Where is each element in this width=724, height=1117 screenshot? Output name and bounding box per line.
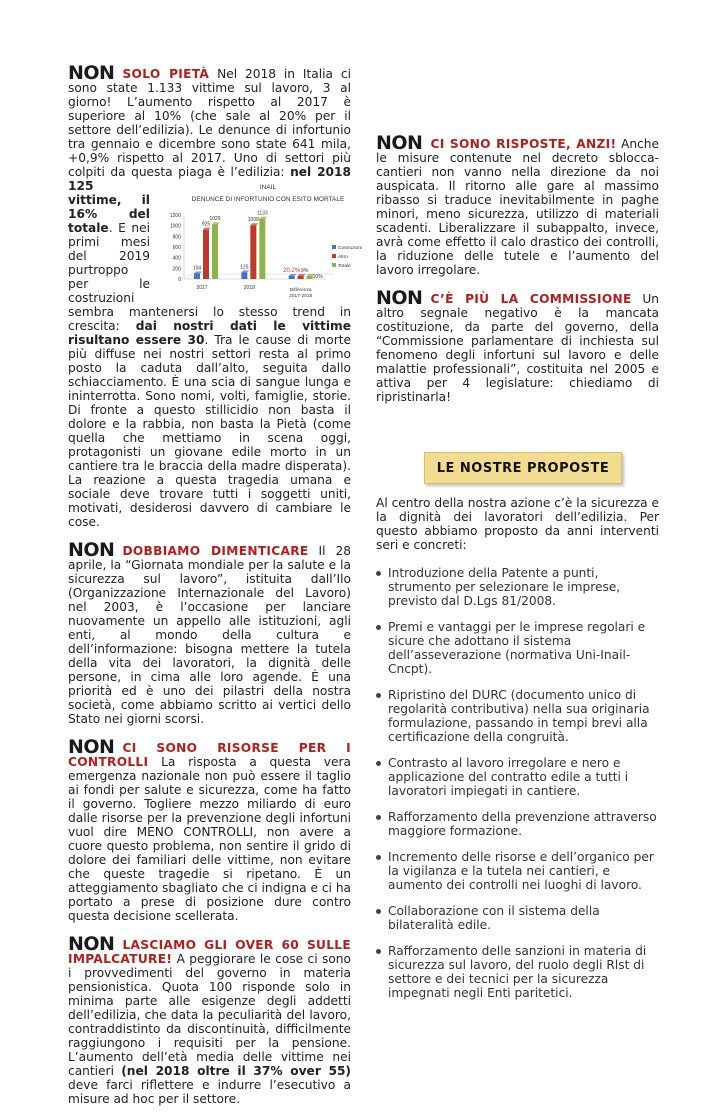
chart-legend-label: Altro — [338, 255, 348, 260]
chart-legend-label: Totale — [338, 264, 351, 269]
chart-bar-top — [259, 217, 267, 219]
chart-ytick: 600 — [172, 245, 181, 251]
chart-ytick: 800 — [172, 234, 181, 241]
chart-data-label: 104 — [192, 265, 202, 272]
chart-data-label: 10% — [312, 274, 323, 280]
chart-legend-label: Costruzioni — [338, 246, 362, 251]
section-commissione — [376, 287, 659, 404]
chart-ytick: 0 — [178, 277, 181, 283]
chart-data-label: 20.2% — [283, 268, 301, 274]
chart-category-label: 2017 — [196, 285, 208, 291]
body-text: Nel 2018 in Italia ci sono state 1.133 vittime sul lavoro, 3 al giorno! L’aumento rispetto al 2017 è superiore al 10% (che sale al 20% per il settore dell’edilizia). Le denunce di infortunio tra gennaio e dicembre sono state 641 mila, +0,9% rispetto al 2017. Uno di settori più colpiti da questa piaga è l’edilizia: — [68, 67, 351, 179]
chart-data-label: 125 — [240, 264, 249, 271]
non-label: NON — [68, 736, 115, 758]
right-column — [376, 66, 659, 415]
chart-svg — [156, 181, 363, 301]
section-dimenticare — [68, 539, 351, 726]
list-item: Premi e vantaggi per le imprese regolari e sicure che adottano il sistema dell’asseverazione (normativa Uni-Inail-Cncpt). — [376, 620, 659, 676]
section-risposte — [376, 132, 659, 277]
section-heading: CI SONO RISPOSTE, ANZI! — [430, 137, 617, 151]
non-label: NON — [68, 933, 115, 955]
body-text: La risposta a questa vera emergenza nazionale non può essere il taglio ai fondi per salute e sicurezza, come ha fatto il governo. Togliere mezzo miliardo di euro dalle risorse per la prevenzione degli infortuni vuol dire MENO CONTROLLI, non avere a cuore questo problema, non sentire il grido di dolore dei familiari delle vittime, non evitare che queste tragedie si ripetano. È un atteggiamento sbagliato che ci indigna e ci ha portato a prese di posizione dure contro questa decisione scellerata. — [68, 755, 352, 923]
chart-bar-top — [194, 271, 202, 273]
chart-bar — [250, 225, 256, 279]
section-solo-pieta — [68, 62, 362, 529]
body-text: Il 28 aprile, la “Giornata mondiale per la salute e la sicurezza sul lavoro”, istituita dall’Ilo (Organizzazione Internazionale del Lavoro) nel 2003, è l’occasione per lanciare nuovamente un appello alle istituzioni, agli enti, al mondo della cultura e dell’informazione: bisogna mettere la tutela della vita dei lavoratori, la dignità delle persone, in cima alle loro agende. È una priorità ed è uno dei pilastri della nostra società, come abbiamo scritto ai vertici dello Stato nei giorni scorsi. — [68, 544, 351, 726]
section-heading: LASCIAMO GLI OVER 60 SULLE IMPALCATURE! — [68, 938, 351, 966]
non-label: NON — [68, 539, 115, 561]
body-text: deve farci riflettere e indurre l’esecutivo a misure ad hoc per il settore. — [68, 1078, 351, 1106]
left-column — [68, 62, 362, 1117]
list-item: Rafforzamento delle sanzioni in materia di sicurezza sul lavoro, del ruolo degli Rlst di settore e dei tecnici per la sicurezza impegnati negli Enti paritetici. — [376, 944, 659, 1000]
body-text: . E nei primi mesi del 2019 purtroppo per le costruzioni sembra mantenersi lo stesso trend in crescita: — [68, 221, 351, 333]
chart-ytick: 200 — [172, 266, 181, 273]
body-text: A peggiorare le cose ci sono i provvedimenti del governo in materia pensionistica. Quota 100 risponde solo in minima parte alle esigenze degli addetti dell’edilizia, che data la peculiarità del lavoro, contraddistinto da discontinuità, difficilmente raggiungono i requisiti per la pensione. L’aumento dell’età media delle vittime nei cantieri — [68, 952, 351, 1078]
section-heading: C’È PIÙ LA COMMISSIONE — [430, 292, 632, 306]
list-item: Contrasto al lavoro irregolare e nero e applicazione del contratto edile a tutti i lavoratori impiegati in cantiere. — [376, 756, 659, 798]
body-text: Un altro segnale negativo è la mancata costituzione, da parte del governo, della “Commissione parlamentare di inchiesta sul fenomeno degli infortuni sul lavoro e delle malattie professionali”, costituita nel 2005 e attiva per 4 legislature: chiediamo di ripristinarla! — [376, 292, 659, 404]
chart-title: INAIL — [259, 184, 277, 191]
bold-text: dai nostri dati le vittime risultano essere 30 — [68, 319, 352, 347]
chart-bar — [298, 276, 304, 279]
chart-bar-top — [250, 223, 258, 225]
chart-bar — [289, 276, 295, 279]
chart-bar — [212, 224, 218, 279]
chart-bar — [259, 219, 265, 279]
proposals-list — [376, 566, 659, 1000]
proposals-intro: Al centro della nostra azione c’è la sicurezza e la dignità dei lavoratori dell’edilizia. Per questo abbiamo proposto da anni interventi seri e concreti: — [376, 496, 659, 552]
chart-data-label: 9% — [301, 268, 309, 274]
bold-text: (nel 2018 oltre il 37% over 55) — [121, 1064, 352, 1078]
section-over60 — [68, 933, 352, 1106]
non-label: NON — [68, 62, 115, 84]
chart-bar-top — [289, 274, 297, 276]
list-item: Ripristino del DURC (documento unico di regolarità contributiva) nella sua originaria formulazione, passando in tempi brevi alla certificazione della congruità. — [376, 688, 659, 744]
section-heading: SOLO PIETÀ — [122, 67, 210, 81]
section-risorse — [68, 736, 352, 923]
list-item: Collaborazione con il sistema della bilateralità edile. — [376, 904, 659, 932]
chart-legend-swatch — [332, 254, 336, 258]
chart-bar-top — [241, 270, 249, 272]
chart-bar-top — [298, 274, 306, 276]
chart-ytick: 1000 — [169, 223, 181, 230]
chart — [156, 181, 363, 301]
section-heading: CI SONO RISORSE PER I CONTROLLI — [68, 741, 351, 769]
chart-subtitle: DENUNCE DI INFORTUNIO CON ESITO MORTALE — [191, 196, 345, 203]
list-item: Introduzione della Patente a punti, strumento per selezionare le imprese, previsto dal D.Lgs 81/2008. — [376, 566, 659, 608]
chart-bar — [194, 273, 200, 279]
proposals-block — [376, 496, 659, 1012]
chart-category-label: Differenza — [289, 288, 312, 293]
chart-data-label: 1008 — [247, 217, 259, 224]
chart-ytick: 400 — [172, 255, 181, 262]
chart-data-label: 1133 — [256, 210, 268, 217]
bold-text: nel 2018 125 vittime, il 16% del totale — [68, 165, 351, 235]
chart-category-label: 2017-2018 — [289, 294, 313, 299]
chart-data-label: 925 — [201, 221, 211, 228]
chart-bar — [203, 230, 209, 279]
chart-category-label: 2018 — [243, 285, 255, 291]
non-label: NON — [376, 132, 423, 154]
chart-ytick: 1200 — [169, 213, 181, 219]
section-heading: DOBBIAMO DIMENTICARE — [122, 544, 309, 558]
chart-bar — [241, 272, 247, 279]
body-text: . Tra le cause di morte più diffuse nei nostri settori resta al primo posto la caduta dall’alto, seguita dallo schiacciamento. È una scia di sangue lunga e ininterrotta. Sono nomi, volti, famiglie, storie. Di fronte a questo stillicidio non basta il dolore e la rabbia, non basta la Pietà (come quella che mettiamo in scena oggi, protagonisti un giovane edile morto in un cantiere tra le braccia della madre disperata). La reazione a questa tragedia umana e sociale deve trovare tutti i soggetti uniti, motivati, desiderosi davvero di cambiare le cose. — [68, 333, 351, 529]
chart-bar-top — [212, 222, 220, 224]
chart-legend-swatch — [332, 263, 336, 267]
non-label: NON — [376, 287, 423, 309]
chart-bar-top — [203, 228, 211, 230]
body-text: Anche le misure contenute nel decreto sblocca-cantieri non vanno nella direzione da noi auspicata. Il ritorno alle gare al massimo ribasso si traduce inevitabilmente in paghe minori, meno sicurezza, utilizzo di materiali scadenti. Liberalizzare il subappalto, invece, avrà come effetto il calo drastico dei controlli, la riduzione delle tutele e l’aumento del lavoro irregolare. — [376, 137, 659, 277]
chart-legend-swatch — [332, 245, 336, 249]
list-item: Incremento delle risorse e dell’organico per la vigilanza e la tutela nei cantieri, e aumento dei controlli nei luoghi di lavoro. — [376, 850, 659, 892]
proposals-title: LE NOSTRE PROPOSTE — [424, 452, 622, 484]
chart-data-label: 1029 — [209, 216, 221, 223]
list-item: Rafforzamento della prevenzione attraverso maggiore formazione. — [376, 810, 659, 838]
